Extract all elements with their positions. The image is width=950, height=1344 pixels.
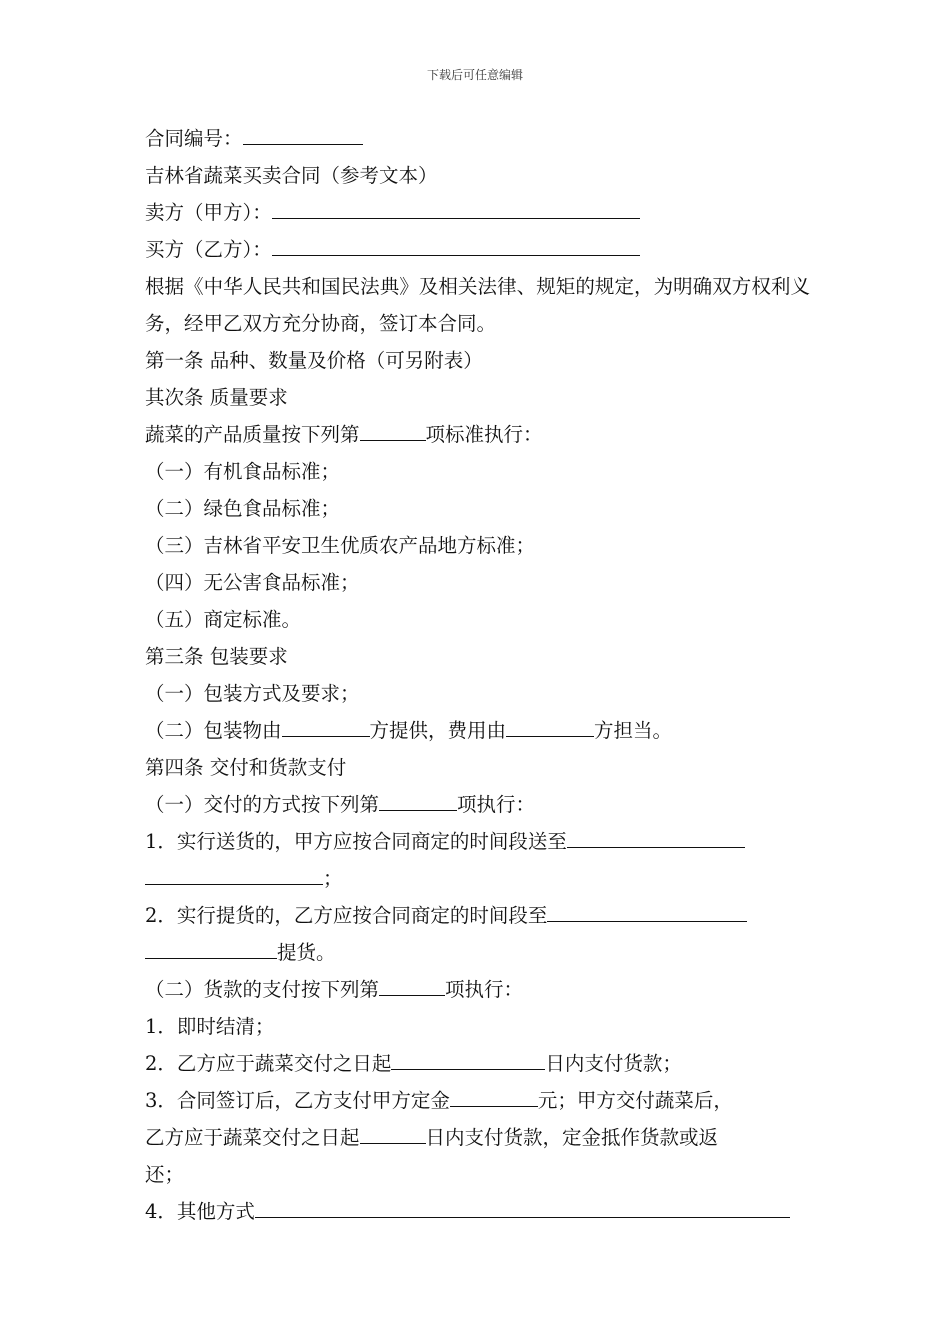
standard-item: （四）无公害食品标准； [145, 571, 360, 594]
delivery-method-blank [379, 793, 457, 811]
deposit-days-blank [360, 1126, 426, 1144]
contract-title: 吉林省蔬菜买卖合同（参考文本） [145, 164, 438, 187]
pickup-location-blank-cont [145, 941, 277, 959]
other-method-blank [255, 1200, 790, 1218]
text-span: 日内支付货款，定金抵作货款或返 [425, 1126, 719, 1149]
text-span: 提货。 [277, 941, 336, 964]
payment-method-blank [379, 978, 445, 996]
text-span: （二）货款的支付按下列第 [145, 978, 380, 1001]
contract-number-line [145, 120, 810, 157]
standard-item: （五）商定标准。 [145, 608, 302, 631]
contract-body [145, 120, 810, 1230]
article-2-standard-line [145, 416, 810, 453]
text-span: 方提供，费用由 [369, 719, 507, 742]
page-header: 下载后可任意编辑 [426, 68, 523, 82]
packaging-provider-blank [282, 719, 370, 737]
payment-method-line [145, 971, 810, 1008]
article-4-heading: 第四条 交付和货款支付 [145, 756, 347, 779]
standard-item: （三）吉林省平安卫生优质农产品地方标准； [145, 534, 536, 557]
contract-number-label: 合同编号： [145, 127, 243, 150]
payment-option-3 [145, 1082, 810, 1119]
delivery-location-blank [567, 830, 745, 848]
seller-label: 卖方（甲方）： [145, 201, 272, 224]
text-span: 元；甲方交付蔬菜后， [537, 1089, 733, 1112]
article-3-heading: 第三条 包装要求 [145, 645, 288, 668]
text-span: 项执行： [457, 793, 536, 816]
text-span: 项标准执行： [425, 423, 543, 446]
delivery-option-1-cont [145, 860, 810, 897]
delivery-option-2-cont [145, 934, 810, 971]
text-span: 蔬菜的产品质量按下列第 [145, 423, 360, 446]
payment-option-3-cont [145, 1119, 810, 1156]
payment-option-4 [145, 1193, 810, 1230]
delivery-option-1 [145, 823, 810, 860]
packaging-cost-line [145, 712, 810, 749]
packaging-item: （一）包装方式及要求； [145, 682, 360, 705]
contract-number-blank [243, 127, 363, 145]
article-1-heading: 第一条 品种、数量及价格（可另附表） [145, 349, 483, 372]
payment-option-3-end: 还； [145, 1163, 185, 1186]
standard-item: （二）绿色食品标准； [145, 497, 341, 520]
pickup-location-blank [547, 904, 747, 922]
payment-days-blank [391, 1052, 545, 1070]
seller-line [145, 194, 810, 231]
buyer-blank [272, 238, 640, 256]
buyer-label: 买方（乙方）： [145, 238, 272, 261]
deposit-amount-blank [450, 1089, 538, 1107]
text-span: 方担当。 [594, 719, 673, 742]
buyer-line [145, 231, 810, 268]
text-span: 2．实行提货的，乙方应按合同商定的时间段至 [145, 904, 548, 927]
delivery-method-line [145, 786, 810, 823]
text-span: （二）包装物由 [145, 719, 282, 742]
text-span: 乙方应于蔬菜交付之日起 [145, 1126, 360, 1149]
article-2-heading: 其次条 质量要求 [145, 386, 288, 409]
text-span: 日内支付货款； [545, 1052, 682, 1075]
text-span: 1．实行送货的，甲方应按合同商定的时间段送至 [145, 830, 567, 853]
standard-item: （一）有机食品标准； [145, 460, 341, 483]
text-span: （一）交付的方式按下列第 [145, 793, 380, 816]
text-span: 项执行： [445, 978, 524, 1001]
intro-paragraph: 根据《中华人民共和国民法典》及相关法律、规矩的规定，为明确双方权利义务，经甲乙双方充分协商，签订本合同。 [145, 275, 810, 335]
payment-option-1: 1．即时结清； [145, 1015, 275, 1038]
packaging-cost-blank [506, 719, 594, 737]
seller-blank [272, 201, 640, 219]
text-span: 2．乙方应于蔬菜交付之日起 [145, 1052, 392, 1075]
delivery-option-2 [145, 897, 810, 934]
text-span: 4．其他方式 [145, 1200, 255, 1223]
text-span: ； [323, 867, 343, 890]
text-span: 3．合同签订后，乙方支付甲方定金 [145, 1089, 450, 1112]
standard-item-blank [360, 423, 426, 441]
payment-option-2 [145, 1045, 810, 1082]
delivery-location-blank-cont [145, 867, 323, 885]
